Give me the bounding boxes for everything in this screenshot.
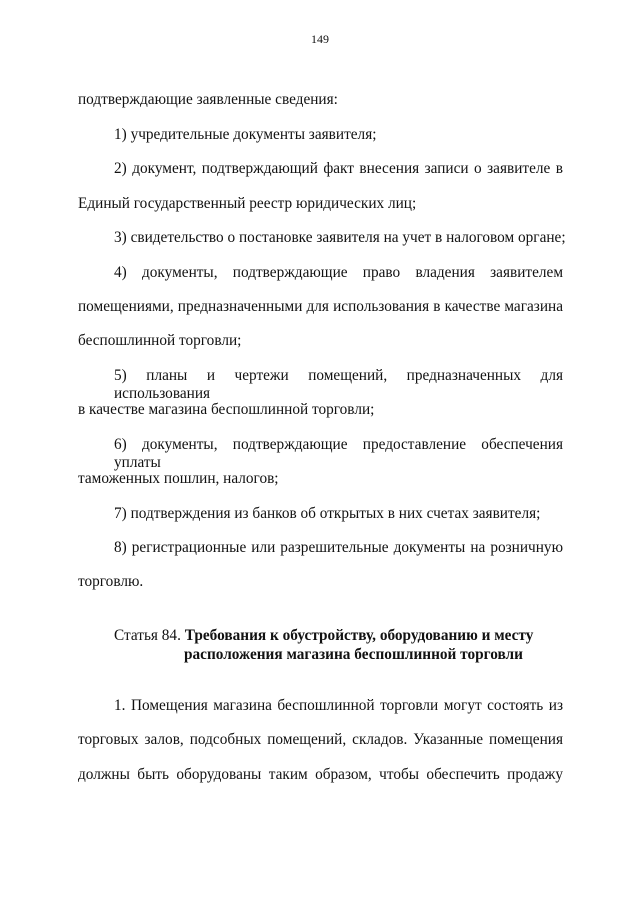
list-item-2: 2) документ, подтверждающий факт внесения записи о заявителе в xyxy=(114,160,563,177)
list-item-2-cont: Единый государственный реестр юридических лиц; xyxy=(78,195,417,212)
list-item-4-cont: беспошлинной торговли; xyxy=(78,332,242,349)
list-item-4: 4) документы, подтверждающие право владения заявителем xyxy=(114,264,563,281)
article-title-line-1: Требования к обустройству, оборудованию и месту xyxy=(184,627,534,644)
list-item-1: 1) учредительные документы заявителя; xyxy=(114,126,377,143)
list-item-3: 3) свидетельство о постановке заявителя на учет в налоговом органе; xyxy=(114,229,566,246)
list-item-4-cont: помещениями, предназначенными для использования в качестве магазина xyxy=(78,298,563,315)
article-label: Статья 84. xyxy=(114,627,181,644)
list-item-5-cont: в качестве магазина беспошлинной торговли; xyxy=(78,401,375,418)
paragraph-line: подтверждающие заявленные сведения: xyxy=(78,91,338,108)
body-paragraph-line: 1. Помещения магазина беспошлинной торговли могут состоять из xyxy=(114,697,563,714)
article-heading xyxy=(114,627,533,645)
list-item-6: 6) документы, подтверждающие предоставление обеспечения уплаты xyxy=(114,436,563,471)
list-item-7: 7) подтверждения из банков об открытых в них счетах заявителя; xyxy=(114,505,541,522)
list-item-8-cont: торговлю. xyxy=(78,573,144,590)
page-number: 149 xyxy=(311,32,329,46)
body-paragraph-line: торговых залов, подсобных помещений, складов. Указанные помещения xyxy=(78,731,563,748)
article-title-line-2: расположения магазина беспошлинной торговли xyxy=(184,646,523,663)
list-item-8: 8) регистрационные или разрешительные документы на розничную xyxy=(114,539,563,556)
body-paragraph-line: должны быть оборудованы таким образом, чтобы обеспечить продажу xyxy=(78,766,563,783)
list-item-5: 5) планы и чертежи помещений, предназначенных для использования xyxy=(114,367,563,402)
list-item-6-cont: таможенных пошлин, налогов; xyxy=(78,470,279,487)
